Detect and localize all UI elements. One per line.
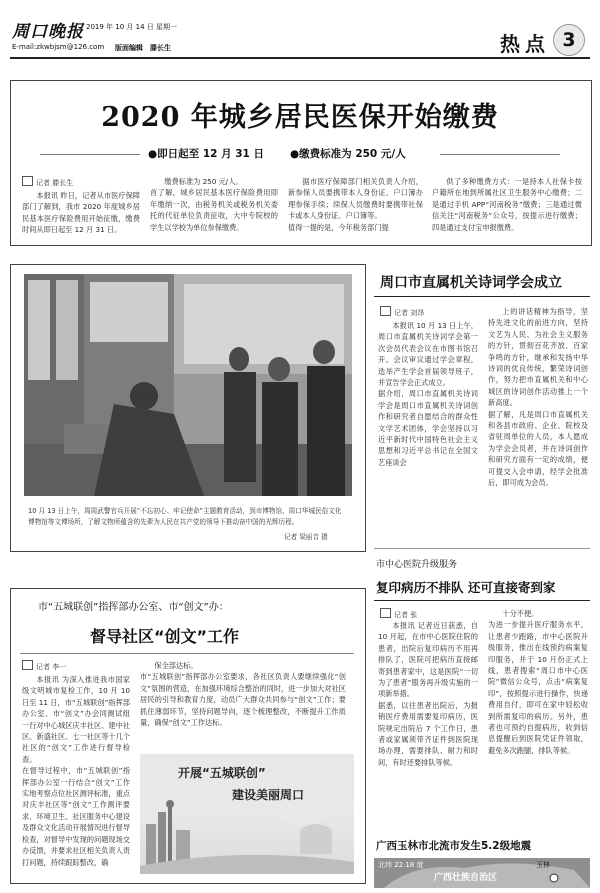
community-headline: 督导社区“创文”工作 xyxy=(90,627,240,646)
editor-label: 版面编辑 xyxy=(115,44,143,52)
banner-line-1: 开展“五城联创” xyxy=(178,766,266,780)
hospital-kicker: 市中心医院升级服务 xyxy=(376,560,458,570)
poetry-byline: 记者 刘昂 xyxy=(380,306,424,318)
quake-region-label: 广西壮族自治区 xyxy=(434,873,498,883)
lead-col-3: 据市医疗保障部门相关负责人介绍，新参保人员要携带本人身份证、户口簿办理参保手续；续保人员缴费时要携带社保卡或本人身份证、户口簿等。 值得一提的是，今年税务部门提 xyxy=(288,177,423,232)
lead-headline: 2020 年城乡居民医保开始缴费 xyxy=(101,102,499,133)
photo-soldiers-museum xyxy=(24,274,352,496)
poetry-col-1: 本报讯 10 月 13 日上午，周口市直属机关诗词学会第一次会员代表会议在市图书馆召开。会议审议通过学会章程，选举产生学会首届领导班子，并宣告学会正式成立。 据介绍，周口市直属机关诗词学会是周口市直属机关诗词创作和研究者自愿结合的群众性文学艺术团体，学会坚持以习近平新时代中国特色社会主义思想和习近平总书记在全国文艺座谈会 xyxy=(378,321,478,467)
hospital-top-rule xyxy=(374,548,590,549)
email: E-mail:zkwbjsm@126.com xyxy=(12,43,105,51)
community-col-1: 本报讯 为深入推进我市国家级文明城市复检工作，10 月 10 日至 11 日，市“五城联创”指挥部办公室、市“创文”办会同测试组一行对中心城区庆丰社区、建中社区、新盛社区、七一社区等十几个社区的“创文”工作进行督导检查。 在督导过程中，市“五城联创”指挥部办公室一行结合“创文”工作实地考察点位社区测评标准，重点对庆丰社区等“创文”工作测评要求、环境卫生、社区服务中心建设及群众文化活动开展情况进行督导检查，对督导中发现的问题现场交办反馈，并要求社区相关负责人责打问题，持续跟踪整改，确 xyxy=(22,675,130,867)
page-number-badge xyxy=(553,24,585,56)
quake-coords: 北纬 22.18 度 xyxy=(378,861,424,869)
lead-rule-right xyxy=(440,154,560,155)
lead-col-2: 缴费标准为 250 元/人。 首了解，城乡居民基本医疗保险费用即年缴纳一次，由税务机关或税务机关委托的代征单位负责征收，大中专院校的学生以学校为单位参保缴费。 xyxy=(150,177,278,232)
community-col-2: 保全部达标。 市“五城联创”指挥部办公室要求，各社区负责人要继续强化“创文”氛围的营造，在加强环境综合整治的同时，进一步加大对社区居民的引导和教育力度，动员广大群众共同参与“创文”工作；要抓住薄弱环节，坚持问题导向，逐个梳理整改，不断提升工作质量，确保“创文”工作达标。 xyxy=(140,661,346,728)
hospital-byline: 记者 张 xyxy=(380,608,417,620)
hospital-col-2: 十分不便。 为进一步提升医疗服务水平，让患者少跑路，市中心医院升级服务，推出在线预约病案复印服务，并于 10 月份正式上线，患者搜索“周口市中心医院”微信公众号，点击“病案复印”，按照提示进行操作，快递费用自付，即可在家中轻松收到所需复印的病历。另外，患者也可预约自提病历，收到信息提醒后到医院凭证件领取，避免多次跑腿，排队等候。 xyxy=(488,609,588,755)
lead-byline: 记者 滕长生 xyxy=(22,176,73,188)
community-banner xyxy=(140,754,354,874)
banner-line-2: 建设美丽周口 xyxy=(232,788,305,802)
poetry-col-2: 上的讲话精神为指导，坚持先进文化的前进方向，坚持文艺为人民、为社会主义服务的方针，贯彻百花齐放、百家争鸣的方针，继承和发扬中华诗词的优良传统，繁荣诗词创作，努力把市直属机关和中心城区的诗词创作活动推上一个新高度。 据了解，凡是周口市直属机关和各县市政府、企业、院校及省驻周单位的人员，本人愿成为学会会员者，并在诗词创作和研究方面有一定的成绩，便可提交入会申请，经学会批准后，即可成为会员。 xyxy=(488,307,588,488)
editor-name: 滕长生 xyxy=(150,44,171,52)
page-number: 3 xyxy=(562,29,576,51)
poetry-headline: 周口市直属机关诗词学会成立 xyxy=(380,275,562,291)
community-kicker: 市“五城联创”指挥部办公室、市“创文”办： xyxy=(38,602,229,613)
community-byline: 记者 李一 xyxy=(22,660,66,672)
hospital-rule xyxy=(374,600,590,601)
lead-rule-left xyxy=(40,154,140,155)
issue-date: 2019 年 10 月 14 日 星期一 xyxy=(86,23,177,31)
quake-headline: 广西玉林市北流市发生5.2级地震 xyxy=(376,840,532,852)
poetry-rule xyxy=(374,296,590,297)
lead-subhead-1: ●即日起至 12 月 31 日 xyxy=(148,148,265,160)
lead-subhead-2: ●缴费标准为 250 元/人 xyxy=(290,148,406,160)
photo-caption: 10 月 13 日上午，周周武警官兵开展“不忘初心、牢记使命”主题教育活动，到市博物馆、周口华城民俗文化博物馆等文博场所，了解文物所蕴含的先辈为人民在共产党的领导下推动奋中国的光辉历程。 xyxy=(28,507,342,526)
section-title: 热点 xyxy=(500,32,550,56)
masthead-rule xyxy=(10,57,590,59)
quake-city-label: 玉林 xyxy=(536,861,550,869)
quake-map xyxy=(374,858,590,888)
paper-name: 周口晚报 xyxy=(12,22,84,42)
byline-box-icon xyxy=(22,176,33,186)
byline-box-icon xyxy=(22,660,33,670)
photo-credit: 记者 梁丽音 摄 xyxy=(284,533,328,541)
hospital-col-1: 本报讯 记者近日获悉，自 10 月起，在市中心医院住院的患者，出院后复印病历不用再排队了，医院可把病历直接邮寄到患者家中，这是医院“一切为了患者”服务再升级实施的一项新举措。 据悉，以往患者出院后，为报销医疗费用需要复印病历，医院规定出院后 7 个工作日，患者或家属须带齐证件到医院现场办理，需要排队、耐力和时间，有时还要排队等候。 xyxy=(378,621,478,767)
community-rule xyxy=(20,653,354,654)
lead-col-1: 本报讯 昨日，记者从市医疗保障部门了解到，我市 2020 年度城乡居民基本医疗保险费用开始征缴，缴费时间从即日起至 12 月 31 日。 xyxy=(22,191,140,235)
photo-illustration xyxy=(24,274,352,496)
byline-box-icon xyxy=(380,608,391,618)
lead-col-4: 供了多种缴费方式：一是持本人社保卡按户籍所在地到所属社区卫生服务中心缴费；二是通过手机 APP“河南税务”缴费；三是通过微信关注“河南税务”公众号，按提示进行缴费；四是通过支付宝申报缴费。 xyxy=(432,177,582,232)
hospital-headline: 复印病历不排队 还可直接寄到家 xyxy=(376,580,556,595)
byline-box-icon xyxy=(380,306,391,316)
